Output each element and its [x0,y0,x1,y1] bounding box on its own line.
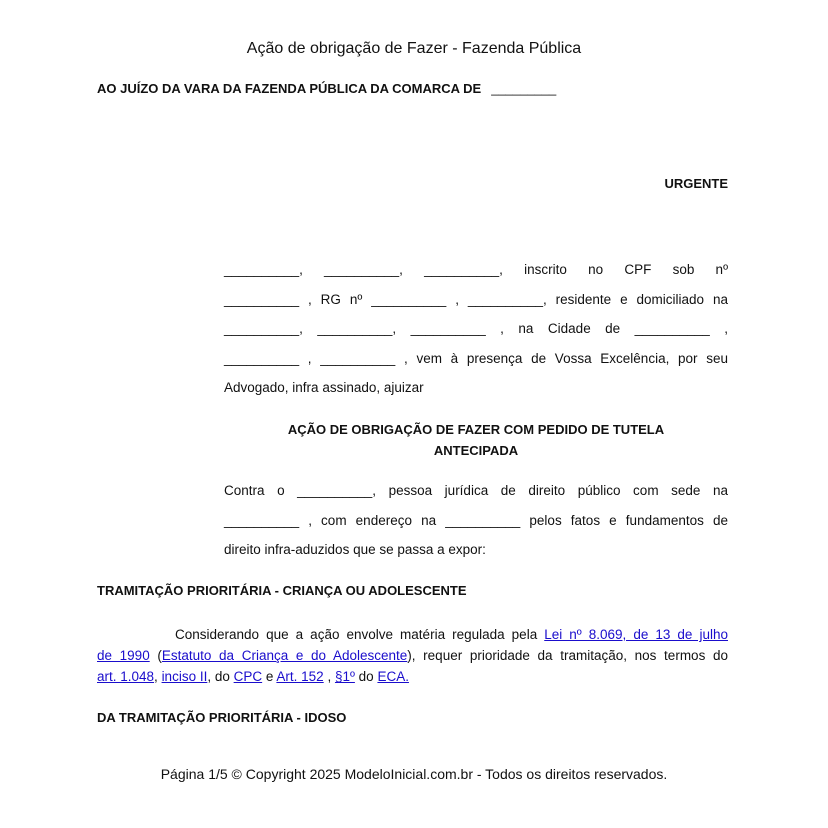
priority-line-2 [97,645,728,666]
addressee-text: AO JUÍZO DA VARA DA FAZENDA PÚBLICA DA COMARCA DE [97,81,482,96]
page-footer: Página 1/5 © Copyright 2025 ModeloInicial.com.br - Todos os direitos reservados. [160,766,668,782]
link-inciso-ii[interactable]: inciso II [161,669,208,684]
urgent-label: URGENTE [664,176,728,191]
link-cpc[interactable]: CPC [233,669,263,684]
do-2: do [354,669,378,684]
comma-2: , [323,669,335,684]
document-title: Ação de obrigação de Fazer - Fazenda Pública [246,40,582,57]
action-title-line-2: ANTECIPADA [433,443,519,458]
action-title-line-1: AÇÃO DE OBRIGAÇÃO DE FAZER COM PEDIDO DE TUTELA [287,422,665,437]
defendant-line-3: direito infra-aduzidos que se passa a expor: [224,542,486,557]
link-lei-8069[interactable]: Lei nº 8.069, de 13 de julho [544,627,728,642]
defendant-line-2: __________ , com endereço na __________ pelos fatos e fundamentos de [224,512,728,528]
qualification-line-4: __________ , __________ , vem à presença de Vossa Excelência, por seu [224,350,728,366]
link-estatuto-crianca[interactable]: Estatuto da Criança e do Adolescente [161,648,408,663]
defendant-paragraph [224,476,728,565]
qualification-line-3: __________, __________, __________ , na Cidade de __________ , [224,321,728,336]
priority-intro: Considerando que a ação envolve matéria regulada pela [175,627,545,642]
action-title [224,419,728,461]
priority-paragraph [97,624,728,687]
addressee-line [97,81,556,96]
priority-line-1 [97,624,728,645]
do-1: , do [207,669,234,684]
conj-e: e [262,669,277,684]
comma-1: , [154,669,162,684]
qualification-line-2: __________ , RG nº __________ , __________, residente e domiciliado na [224,291,728,307]
addressee-blank: _________ [491,81,557,96]
after-eca-text: ), requer prioridade da tramitação, nos termos do [407,648,728,663]
link-paragrafo-1[interactable]: §1º [334,669,355,684]
link-art-152[interactable]: Art. 152 [276,669,324,684]
link-lei-8069-cont[interactable]: de 1990 [97,648,150,663]
link-eca[interactable]: ECA. [377,669,409,684]
section-heading-priority-elderly: DA TRAMITAÇÃO PRIORITÁRIA - IDOSO [97,710,347,725]
qualification-line-1: __________, __________, __________, inscrito no CPF sob nº [224,262,728,277]
defendant-line-1: Contra o __________, pessoa jurídica de direito público com sede na [224,483,728,498]
priority-line-3 [97,666,728,687]
section-heading-priority-child: TRAMITAÇÃO PRIORITÁRIA - CRIANÇA OU ADOLESCENTE [97,583,467,598]
qualification-paragraph [224,255,728,403]
link-art-1048[interactable]: art. 1.048 [97,669,155,684]
paren-open: ( [149,648,162,663]
qualification-line-5: Advogado, infra assinado, ajuizar [224,380,424,395]
